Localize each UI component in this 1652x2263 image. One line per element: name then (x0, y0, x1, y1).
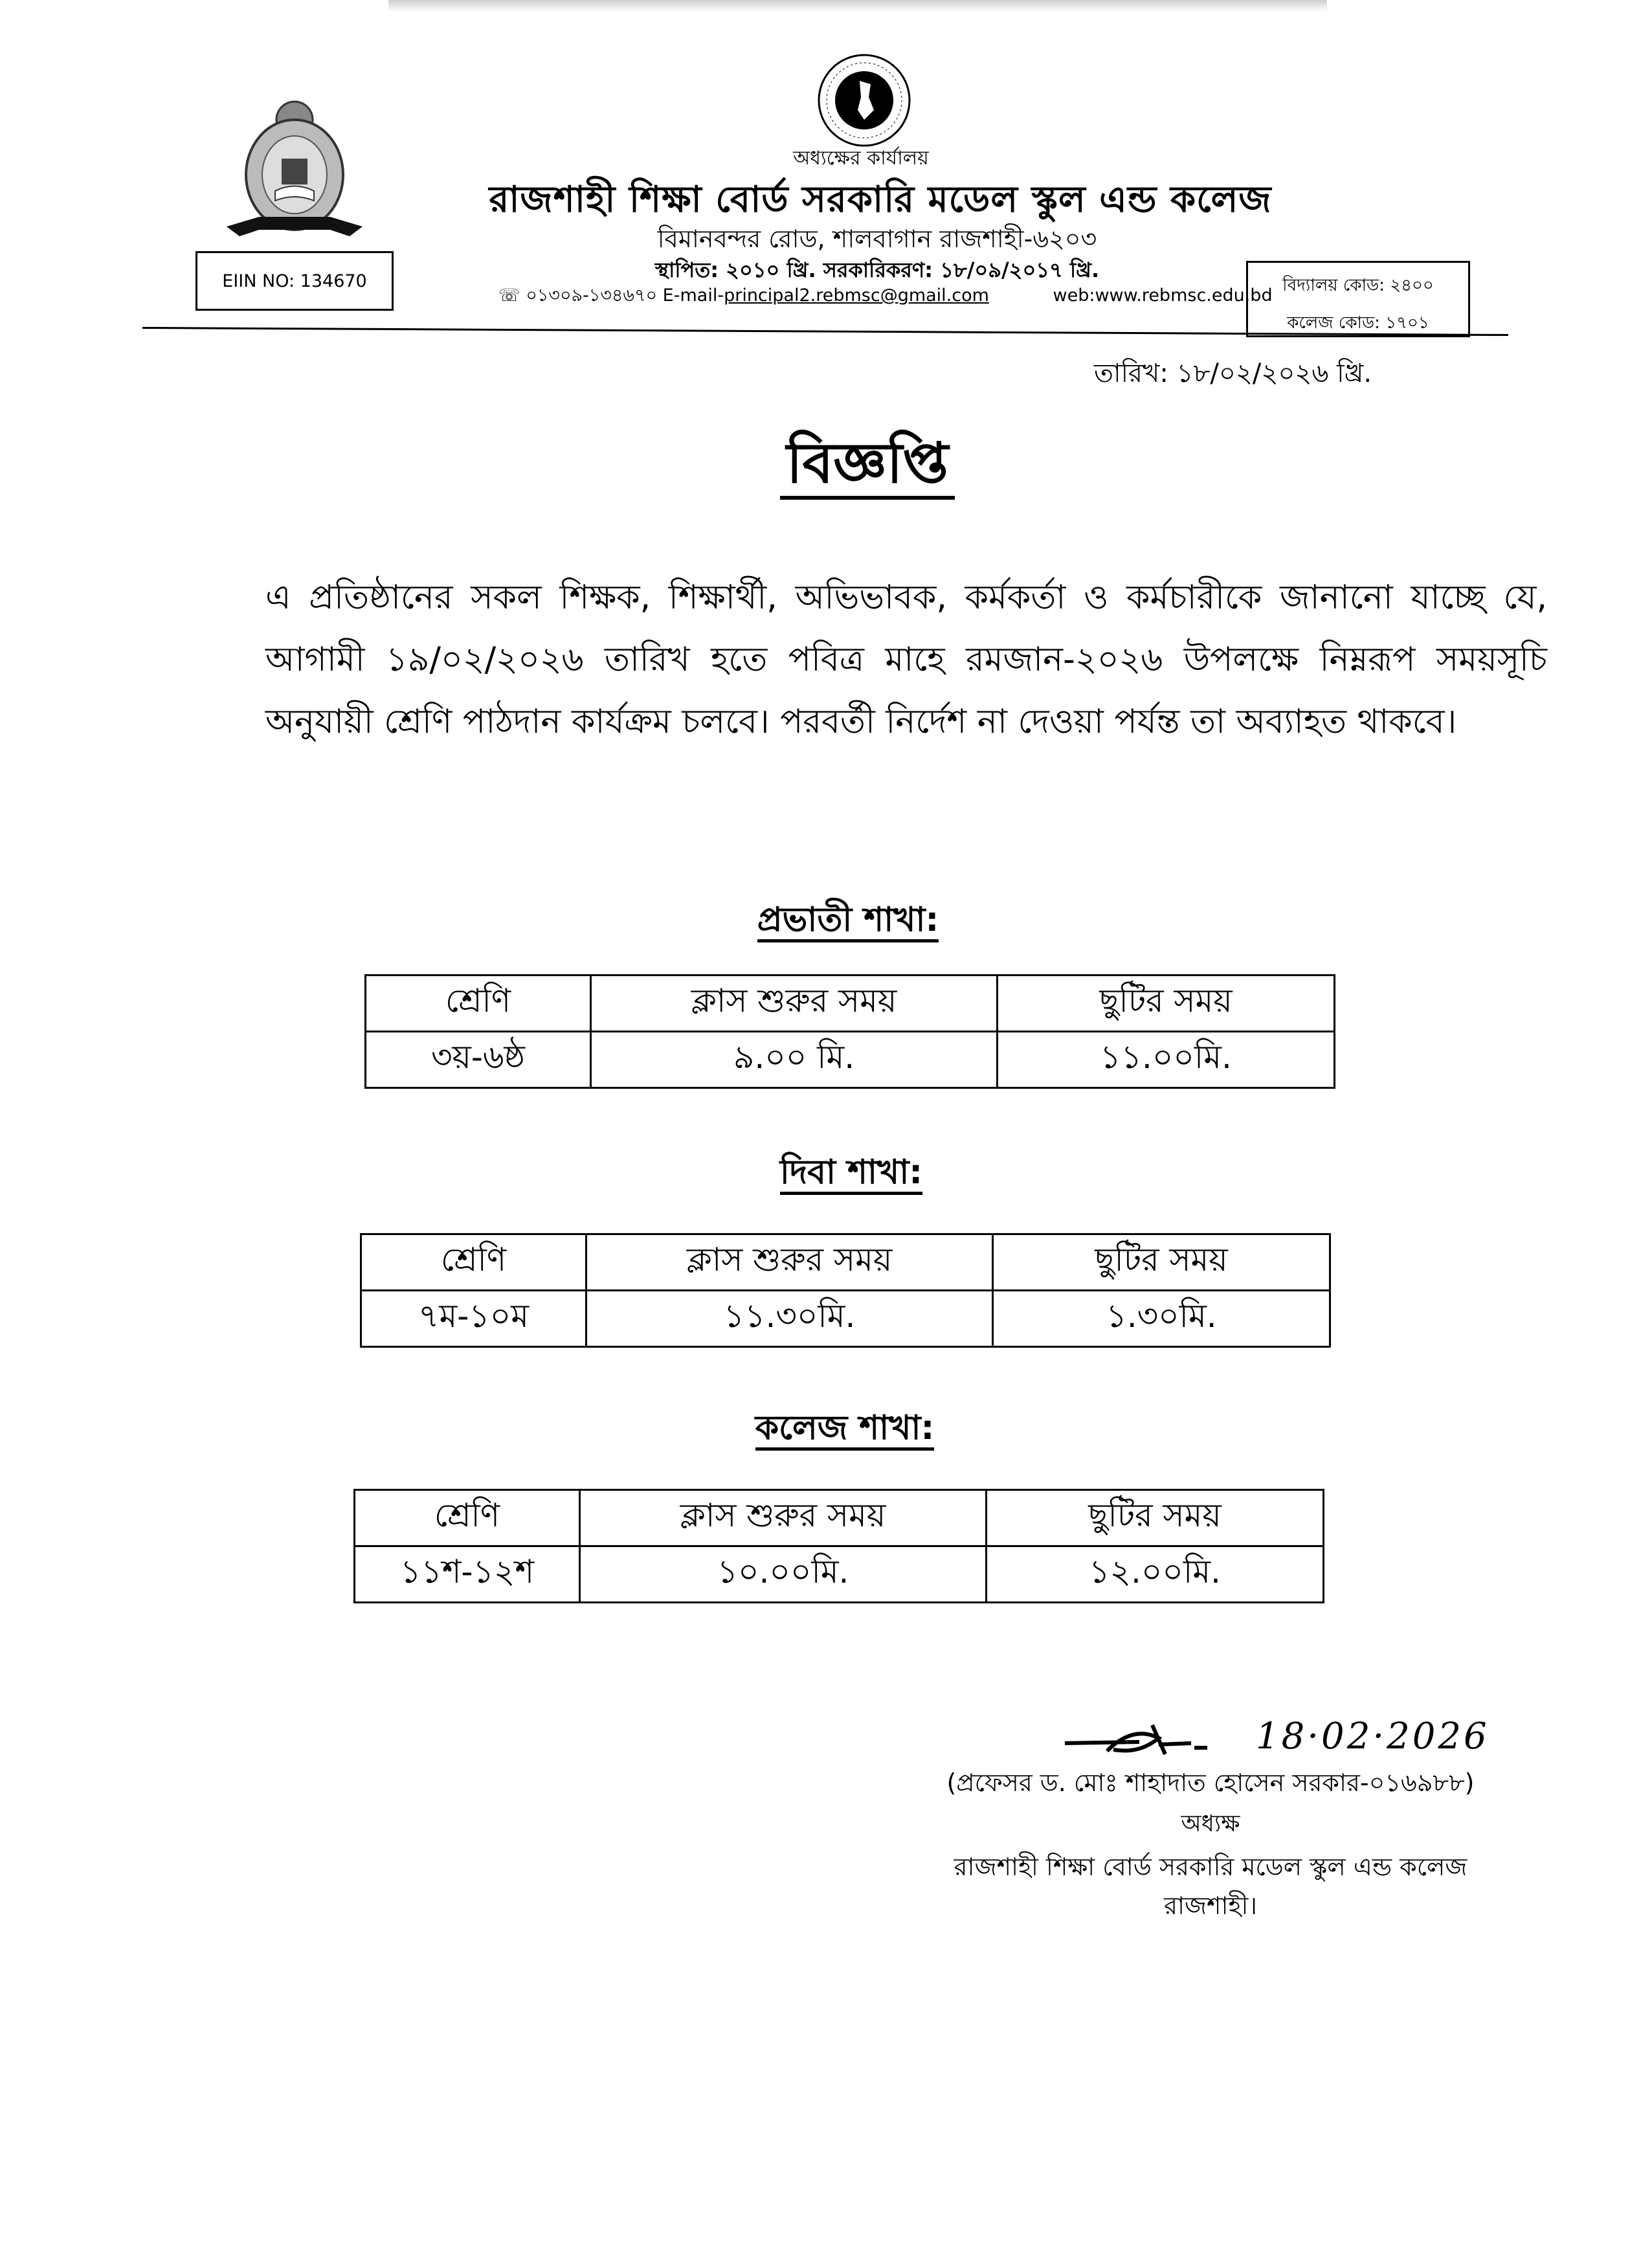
signer-city: রাজশাহী। (1164, 1891, 1257, 1920)
notice-body: এ প্রতিষ্ঠানের সকল শিক্ষক, শিক্ষার্থী, অভিভাবক, কর্মকর্তা ও কর্মচারীকে জানানো যাচ্ছে যে, আগামী ১৯/০২/২০২৬ তারিখ হতে পবিত্র মাহে রমজান-২০২৬ উপলক্ষে নিম্নরূপ সময়সূচি অনুযায়ী শ্রেণি পাঠদান কার্যক্রম চলবে। পরবর্তী নির্দেশ না দেওয়া পর্যন্ত তা অব্যাহত থাকবে। (265, 578, 1547, 741)
institution-address: বিমানবন্দর রোড, শালবাগান রাজশাহী-৬২০৩ (657, 225, 1097, 253)
table-row (361, 1291, 1330, 1347)
college-crest-logo (214, 97, 375, 246)
telephone-icon: ☏ (498, 285, 520, 306)
phone-number: ০১৩০৯-১৩৪৬৭০ (526, 285, 658, 306)
eiin-number: EIIN NO: 134670 (222, 271, 367, 291)
section-heading-text: কলেজ শাখা: (755, 1409, 935, 1451)
table-cell: ১০.০০মি. (580, 1546, 987, 1603)
institution-name: রাজশাহী শিক্ষা বোর্ড সরকারি মডেল স্কুল এন্ড কলেজ (489, 179, 1272, 221)
eiin-box (195, 251, 394, 311)
column-header: ক্লাস শুরুর সময় (591, 975, 998, 1032)
table-row (366, 1032, 1335, 1088)
table-cell: ৩য়-৬ষ্ঠ (366, 1032, 591, 1088)
table-header-row (355, 1490, 1324, 1546)
column-header: ছুটির সময় (987, 1490, 1324, 1546)
signature-scribble (1062, 1719, 1230, 1764)
column-header: শ্রেণি (355, 1490, 580, 1546)
codes-box (1246, 261, 1470, 337)
column-header: শ্রেণি (366, 975, 591, 1032)
column-header: ক্লাস শুরুর সময় (580, 1490, 987, 1546)
school-code: বিদ্যালয় কোড: ২৪০০ (1282, 276, 1434, 295)
scan-edge-shade (388, 0, 1327, 12)
table-row (355, 1546, 1324, 1603)
schedule-table-college (353, 1489, 1324, 1603)
table-cell: ১২.০০মি. (987, 1546, 1324, 1603)
column-header: ছুটির সময় (998, 975, 1335, 1032)
schedule-table-day (360, 1233, 1331, 1348)
table-header-row (366, 975, 1335, 1032)
notice-title (770, 421, 965, 513)
section-heading-day (689, 1146, 1013, 1202)
section-heading-morning (686, 893, 1010, 950)
section-heading-text: প্রভাতী শাখা: (757, 900, 939, 942)
office-label: অধ্যক্ষের কার্যালয় (793, 147, 929, 170)
signer-name: (প্রফেসর ড. মোঃ শাহাদাত হোসেন সরকার-০১৬৯৮৮) (946, 1768, 1475, 1797)
email-label: E-mail- (662, 285, 724, 306)
notice-date: তারিখ: ১৮/০২/২০২৬ খ্রি. (1094, 359, 1372, 388)
table-cell: ১১শ-১২শ (355, 1546, 580, 1603)
college-code: কলেজ কোড: ১৭০১ (1287, 313, 1429, 333)
table-cell: ৭ম-১০ম (361, 1291, 586, 1347)
government-emblem-logo (816, 52, 913, 149)
handwritten-date: 18·02·2026 (1256, 1715, 1490, 1757)
column-header: ক্লাস শুরুর সময় (586, 1234, 993, 1291)
column-header: ছুটির সময় (993, 1234, 1330, 1291)
table-header-row (361, 1234, 1330, 1291)
signer-designation: অধ্যক্ষ (1181, 1811, 1240, 1837)
website-link[interactable]: web:www.rebmsc.edu.bd (1053, 285, 1273, 306)
contact-line (498, 282, 1273, 311)
establishment-info: স্থাপিত: ২০১০ খ্রি. সরকারিকরণ: ১৮/০৯/২০১৭ খ্রি. (654, 258, 1100, 282)
section-heading-text: দিবা শাখা: (780, 1153, 922, 1195)
table-cell: ১১.৩০মি. (586, 1291, 993, 1347)
notice-title-text: বিজ্ঞপ্তি (780, 431, 955, 500)
section-heading-college (683, 1401, 1007, 1458)
table-cell: ১.৩০মি. (993, 1291, 1330, 1347)
email-link[interactable]: principal2.rebmsc@gmail.com (724, 285, 989, 306)
schedule-table-morning (364, 974, 1335, 1089)
table-cell: ১১.০০মি. (998, 1032, 1335, 1088)
table-cell: ৯.০০ মি. (591, 1032, 998, 1088)
signer-institution: রাজশাহী শিক্ষা বোর্ড সরকারি মডেল স্কুল এন্ড কলেজ (954, 1853, 1468, 1881)
column-header: শ্রেণি (361, 1234, 586, 1291)
